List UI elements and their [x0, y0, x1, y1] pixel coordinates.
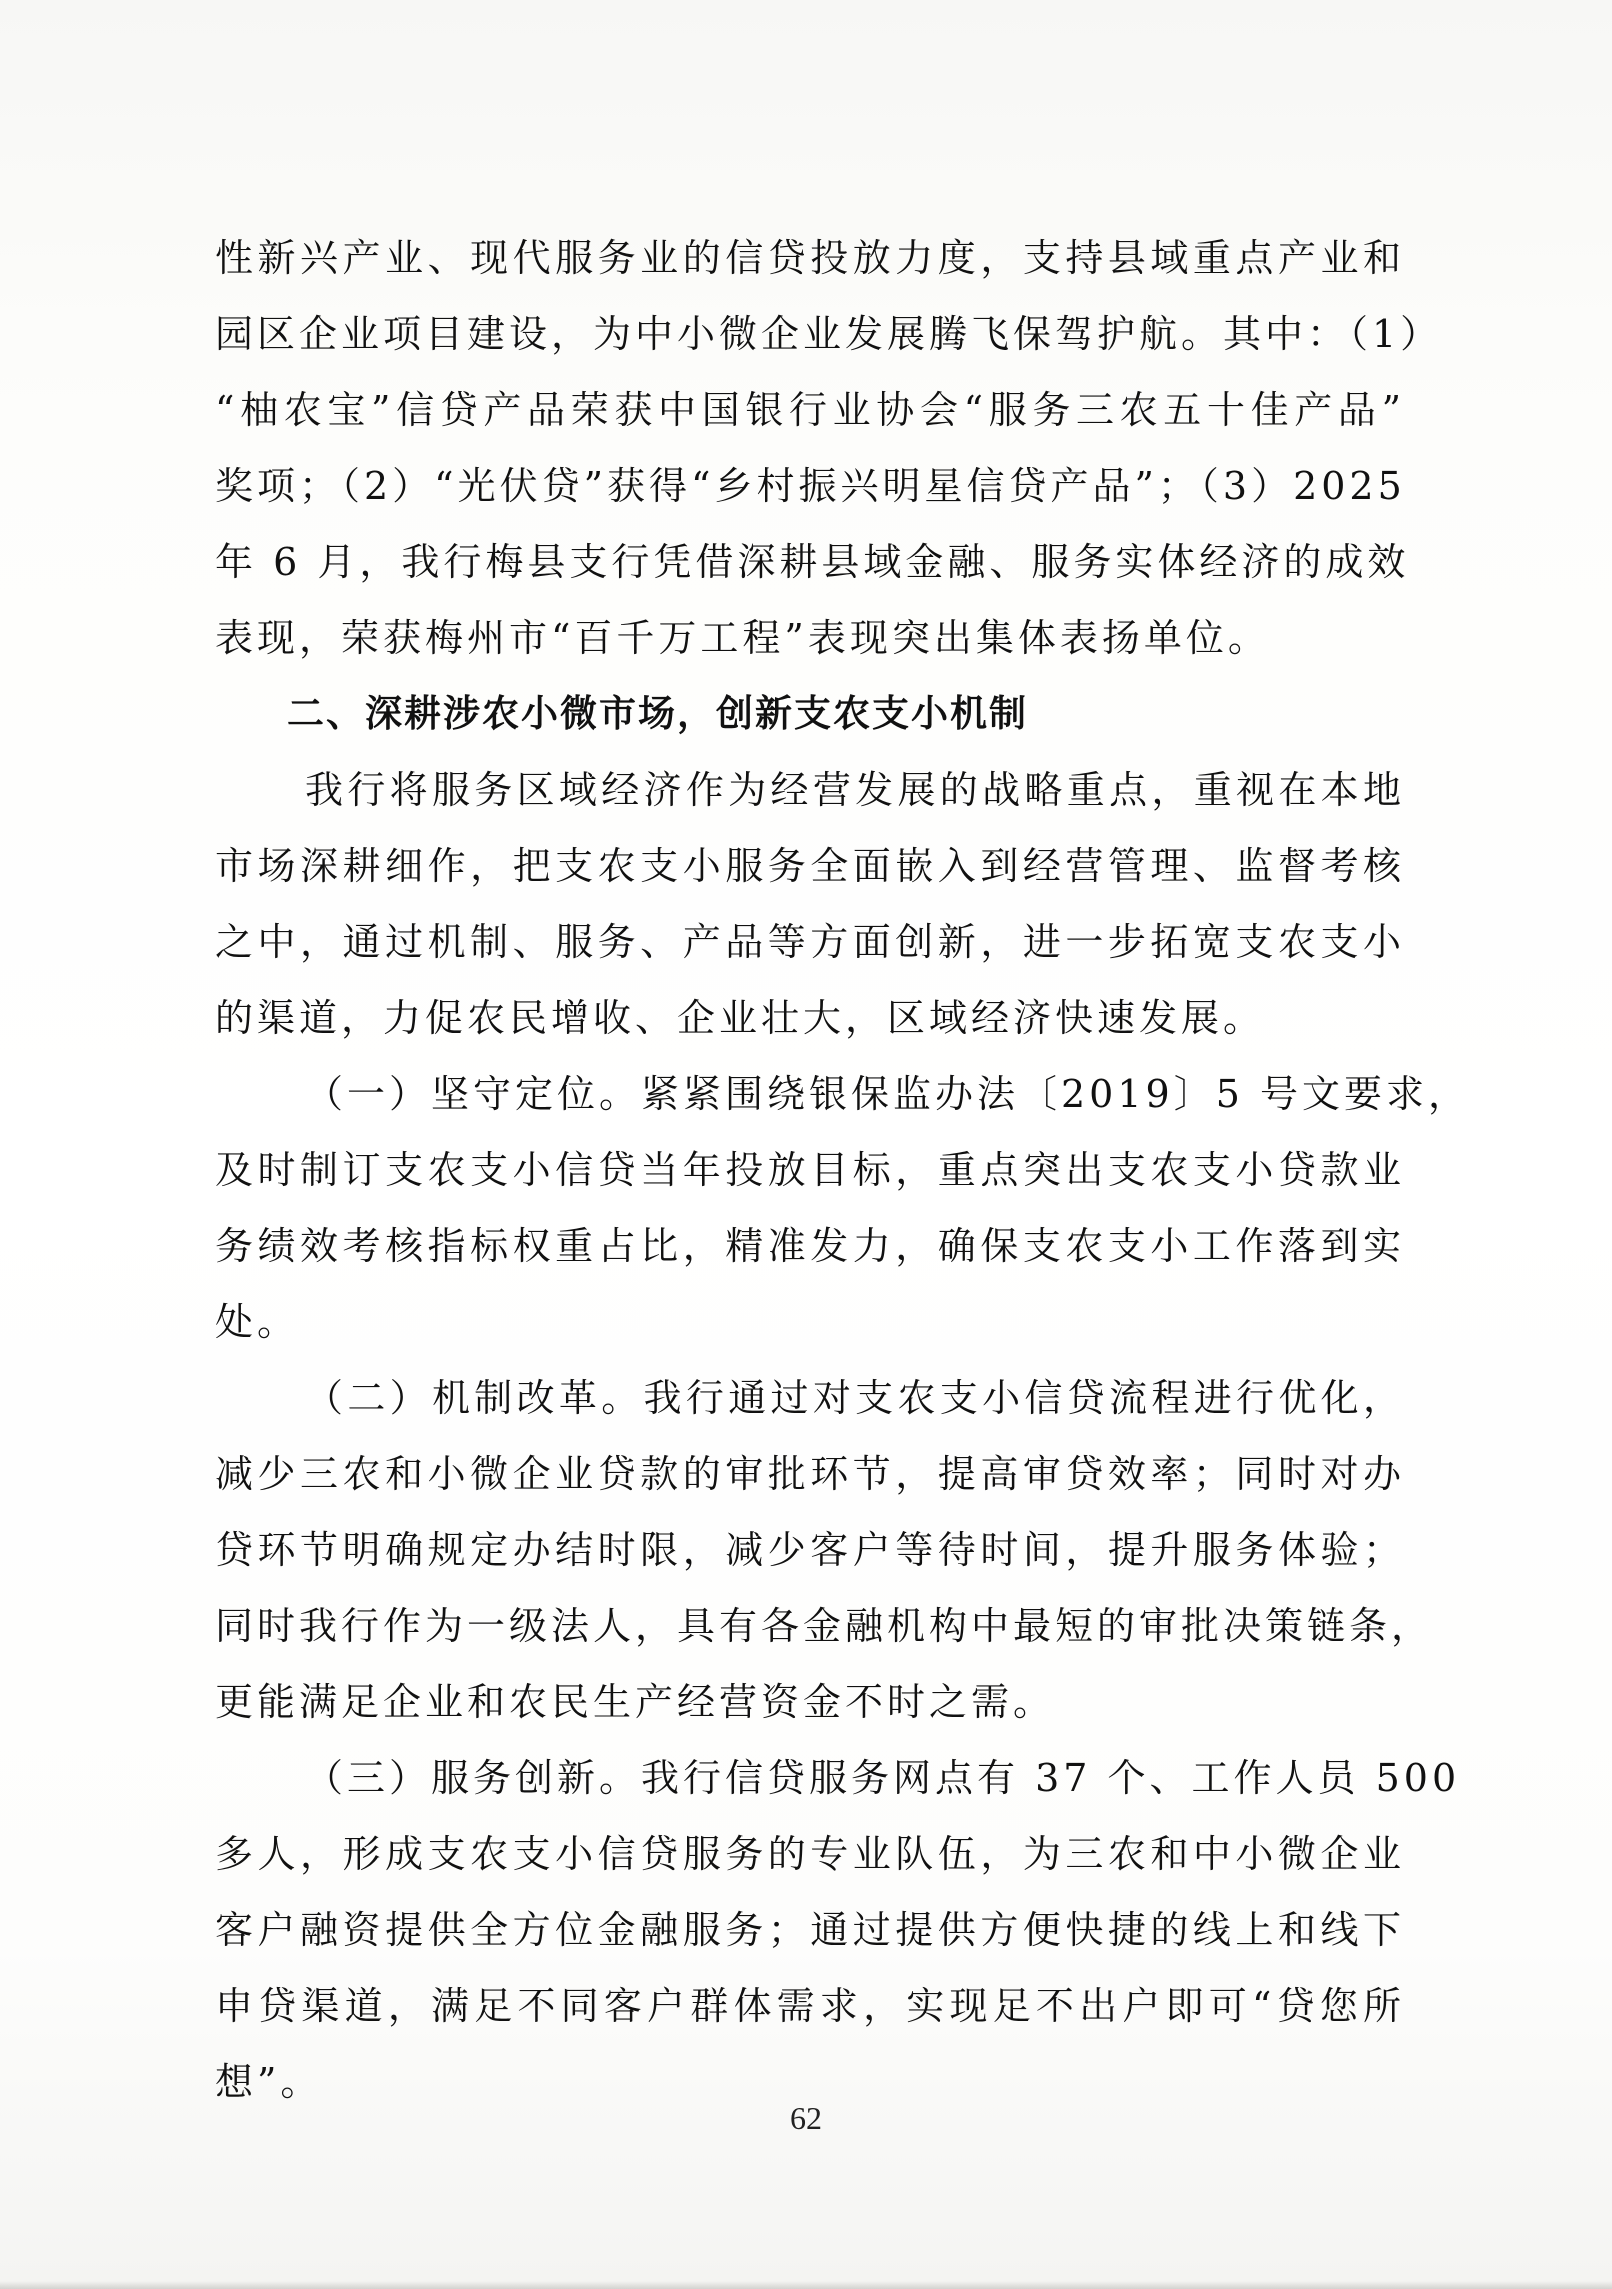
text-line: 想”。 [215, 2060, 323, 2104]
body-text [215, 220, 1470, 2120]
text-line: 处。 [215, 1300, 300, 1344]
text-line: 市场深耕细作，把支农支小服务全面嵌入到经营管理、监督考核 [215, 844, 1405, 888]
text-line: 奖项；（2）“光伏贷”获得“乡村振兴明星信贷产品”；（3）2025 [215, 464, 1406, 508]
text-line: 之中，通过机制、服务、产品等方面创新，进一步拓宽支农支小 [215, 920, 1405, 964]
text-line: 减少三农和小微企业贷款的审批环节，提高审贷效率；同时对办 [215, 1452, 1405, 1496]
text-line: 客户融资提供全方位金融服务；通过提供方便快捷的线上和线下 [215, 1908, 1405, 1952]
text-line: 表现，荣获梅州市“百千万工程”表现突出集体表扬单位。 [215, 616, 1270, 660]
scan-edge [0, 2281, 1612, 2289]
text-line: 更能满足企业和农民生产经营资金不时之需。 [215, 1680, 1056, 1724]
text-line: （一）坚守定位。紧紧围绕银保监办法〔2019〕5 号文要求， [305, 1072, 1470, 1116]
text-line: 同时我行作为一级法人，具有各金融机构中最短的审批决策链条， [215, 1604, 1434, 1648]
page-number: 62 [790, 2100, 822, 2136]
section-heading: 二、深耕涉农小微市场，创新支农支小机制 [287, 692, 1028, 735]
text-line: 贷环节明确规定办结时限，减少客户等待时间，提升服务体验； [215, 1528, 1405, 1572]
text-line: 及时制订支农支小信贷当年投放目标，重点突出支农支小贷款业 [215, 1148, 1405, 1192]
text-line: 申贷渠道，满足不同客户群体需求，实现足不出户即可“贷您所 [215, 1984, 1405, 2028]
text-line: 我行将服务区域经济作为经营发展的战略重点，重视在本地 [305, 768, 1405, 812]
text-line: 性新兴产业、现代服务业的信贷投放力度，支持县域重点产业和 [215, 236, 1405, 280]
text-line: 多人，形成支农支小信贷服务的专业队伍，为三农和中小微企业 [215, 1832, 1405, 1876]
text-line: 园区企业项目建设，为中小微企业发展腾飞保驾护航。其中：（1） [215, 312, 1443, 356]
text-line: 的渠道，力促农民增收、企业壮大，区域经济快速发展。 [215, 996, 1266, 1040]
text-line: 年 6 月，我行梅县支行凭借深耕县域金融、服务实体经济的成效 [215, 540, 1410, 584]
text-line: “柚农宝”信贷产品荣获中国银行业协会“服务三农五十佳产品” [215, 388, 1405, 432]
text-line: （三）服务创新。我行信贷服务网点有 37 个、工作人员 500 [305, 1756, 1461, 1800]
text-line: 务绩效考核指标权重占比，精准发力，确保支农支小工作落到实 [215, 1224, 1405, 1268]
text-line: （二）机制改革。我行通过对支农支小信贷流程进行优化， [305, 1376, 1405, 1420]
